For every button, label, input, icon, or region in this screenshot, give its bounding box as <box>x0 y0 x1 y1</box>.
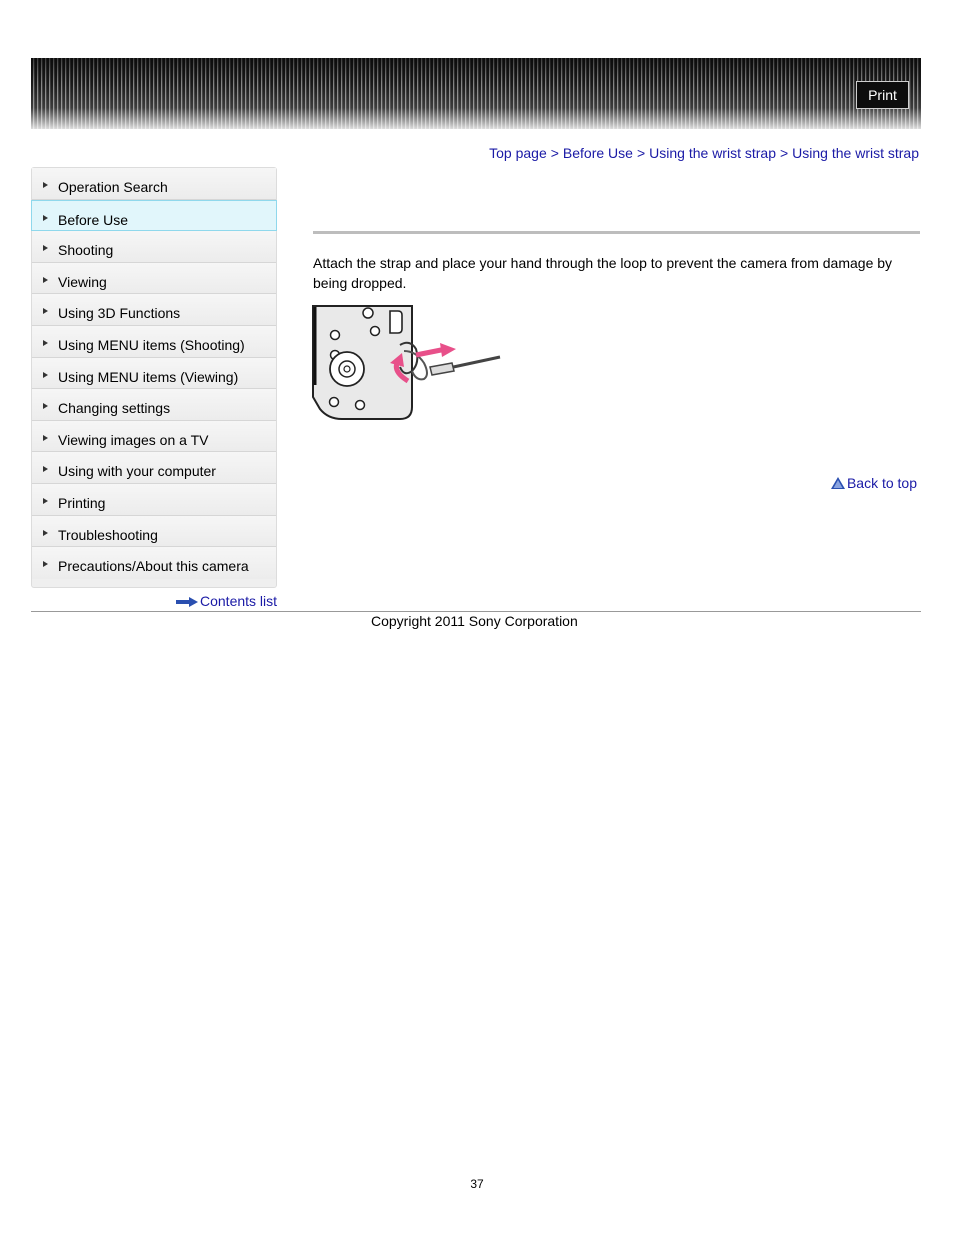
sidebar-item-label: Shooting <box>58 242 114 259</box>
breadcrumb <box>489 145 919 161</box>
sidebar-item-viewing[interactable] <box>32 263 276 295</box>
arrow-right-icon <box>43 561 48 567</box>
sidebar-item-3d-functions[interactable] <box>32 294 276 326</box>
print-button[interactable]: Print <box>856 81 909 109</box>
sidebar-item-changing-settings[interactable] <box>32 389 276 421</box>
footer-divider <box>31 611 921 612</box>
sidebar-item-precautions[interactable] <box>32 547 276 579</box>
sidebar-item-label: Using 3D Functions <box>58 305 181 322</box>
sidebar-item-menu-shooting[interactable] <box>32 326 276 358</box>
arrow-right-icon <box>43 372 48 378</box>
breadcrumb-separator: > <box>550 145 559 161</box>
sidebar-item-label: Changing settings <box>58 400 171 417</box>
breadcrumb-separator: > <box>636 145 646 161</box>
header-banner <box>31 58 921 129</box>
arrow-right-icon <box>43 308 48 314</box>
camera-strap-illustration <box>312 305 502 422</box>
arrow-right-icon <box>43 277 48 283</box>
arrow-right-icon <box>43 182 48 188</box>
sidebar-item-label: Printing <box>58 494 106 511</box>
sidebar-item-before-use[interactable] <box>31 200 277 232</box>
sidebar-item-label: Before Use <box>58 211 129 228</box>
back-to-top-label: Back to top <box>846 475 917 491</box>
breadcrumb-before-use[interactable]: Before Use <box>562 145 633 161</box>
sidebar-item-troubleshooting[interactable] <box>32 516 276 548</box>
sidebar-item-viewing-tv[interactable] <box>32 421 276 453</box>
sidebar-item-printing[interactable] <box>32 484 276 516</box>
sidebar-item-menu-viewing[interactable] <box>32 358 276 390</box>
arrow-right-icon <box>43 245 48 251</box>
sidebar-item-label: Precautions/About this camera <box>58 558 249 575</box>
sidebar-nav <box>31 167 277 588</box>
arrow-right-icon <box>43 403 48 409</box>
arrow-right-icon <box>176 597 198 607</box>
breadcrumb-wrist-strap-section[interactable]: Using the wrist strap <box>649 145 776 161</box>
sidebar-item-label: Using MENU items (Viewing) <box>58 368 239 385</box>
arrow-right-icon <box>43 435 48 441</box>
arrow-right-icon <box>43 498 48 504</box>
sidebar-item-label: Using MENU items (Shooting) <box>58 336 245 353</box>
breadcrumb-separator: > <box>779 145 789 161</box>
contents-list-link[interactable] <box>176 593 277 609</box>
breadcrumb-top-page[interactable]: Top page <box>489 145 547 161</box>
arrow-right-icon <box>43 215 48 221</box>
breadcrumb-wrist-strap-page[interactable]: Using the wrist strap <box>792 145 919 161</box>
sidebar-item-shooting[interactable] <box>32 231 276 263</box>
sidebar-item-operation-search[interactable] <box>32 168 276 200</box>
arrow-right-icon <box>43 466 48 472</box>
back-to-top-link[interactable] <box>831 475 917 491</box>
sidebar-item-computer[interactable] <box>32 452 276 484</box>
sidebar-item-label: Viewing <box>58 273 107 290</box>
triangle-up-icon <box>831 477 845 489</box>
title-divider <box>313 231 920 234</box>
sidebar-item-label: Troubleshooting <box>58 526 158 543</box>
arrow-right-icon <box>43 530 48 536</box>
copyright-text: Copyright 2011 Sony Corporation <box>371 613 578 629</box>
sidebar-item-label: Operation Search <box>58 179 168 195</box>
body-text: Attach the strap and place your hand through the loop to prevent the camera from damage by being dropped. <box>313 255 893 291</box>
sidebar-item-label: Using with your computer <box>58 463 216 480</box>
page-number: 37 <box>470 1177 484 1191</box>
contents-list-label: Contents list <box>200 593 278 609</box>
arrow-right-icon <box>43 340 48 346</box>
sidebar-item-label: Viewing images on a TV <box>58 431 209 448</box>
